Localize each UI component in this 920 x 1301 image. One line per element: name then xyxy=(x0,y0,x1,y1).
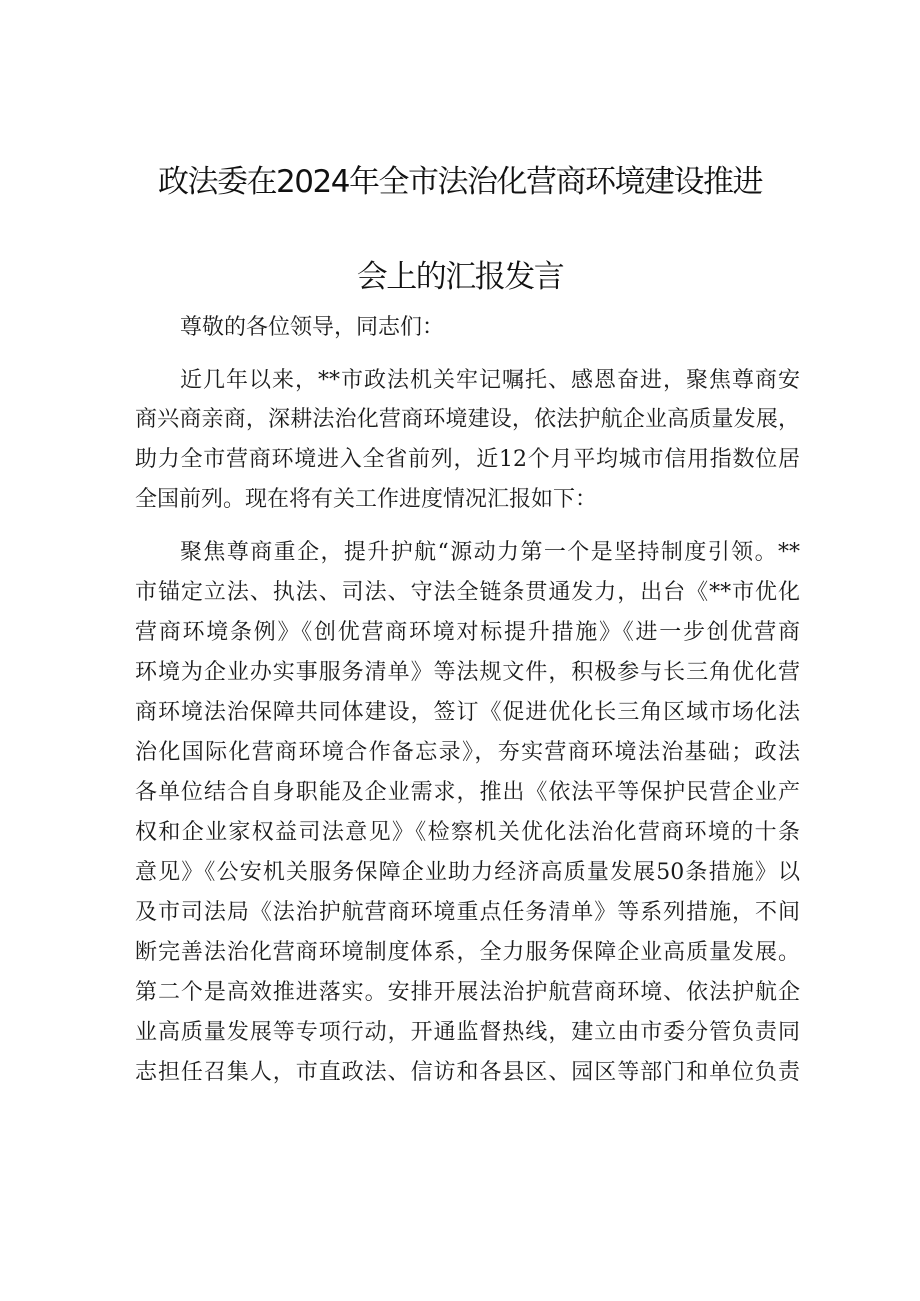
paragraph-2-line-2: 市锚定立法、执法、司法、守法全链条贯通发力，出台《**市优化 xyxy=(135,580,800,605)
paragraph-1-line-4: 全国前列。现在将有关工作进度情况汇报如下： xyxy=(135,487,598,512)
paragraph-2-line-7: 各单位结合自身职能及企业需求，推出《依法平等保护民营企业产 xyxy=(135,780,800,805)
document-title-line-2: 会上的汇报发言 xyxy=(356,259,564,295)
paragraph-2-line-8: 权和企业家权益司法意见》《检察机关优化法治化营商环境的十条 xyxy=(135,820,800,845)
paragraph-2-line-11: 断完善法治化营商环境制度体系，全力服务保障企业高质量发展。 xyxy=(135,940,800,965)
paragraph-2-line-5: 商环境法治保障共同体建设，签订《促进优化长三角区域市场化法 xyxy=(135,700,800,725)
paragraph-2-line-12: 第二个是高效推进落实。安排开展法治护航营商环境、依法护航企 xyxy=(135,980,800,1005)
paragraph-2-line-1: 聚焦尊商重企，提升护航“源动力第一个是坚持制度引领。** xyxy=(180,540,800,565)
paragraph-2-line-13: 业高质量发展等专项行动，开通监督热线，建立由市委分管负责同 xyxy=(135,1020,800,1045)
paragraph-1-line-3: 助力全市营商环境进入全省前列，近12个月平均城市信用指数位居 xyxy=(135,447,800,472)
document-title-line-1: 政法委在2024年全市法治化营商环境建设推进 xyxy=(158,164,762,200)
paragraph-1-line-2: 商兴商亲商，深耕法治化营商环境建设，依法护航企业高质量发展， xyxy=(135,407,800,432)
paragraph-2-line-10: 及市司法局《法治护航营商环境重点任务清单》等系列措施，不间 xyxy=(135,900,800,925)
salutation: 尊敬的各位领导，同志们： xyxy=(180,315,445,340)
paragraph-1-line-1: 近几年以来，**市政法机关牢记嘱托、感恩奋进，聚焦尊商安 xyxy=(180,368,800,393)
paragraph-2-line-3: 营商环境条例》《创优营商环境对标提升措施》《进一步创优营商 xyxy=(135,620,800,645)
paragraph-2-line-14: 志担任召集人，市直政法、信访和各县区、园区等部门和单位负责 xyxy=(135,1060,800,1085)
paragraph-2-line-4: 环境为企业办实事服务清单》等法规文件，积极参与长三角优化营 xyxy=(135,660,800,685)
paragraph-2-line-6: 治化国际化营商环境合作备忘录》，夯实营商环境法治基础；政法 xyxy=(135,740,800,765)
paragraph-2-line-9: 意见》《公安机关服务保障企业助力经济高质量发展50条措施》以 xyxy=(135,860,800,885)
